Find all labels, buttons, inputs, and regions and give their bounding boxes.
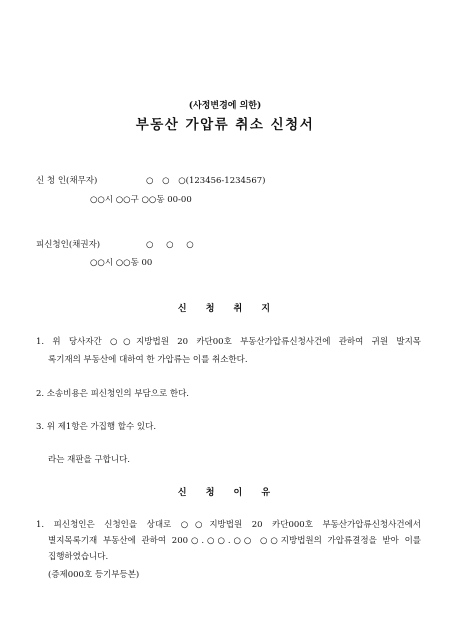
- document-title: 부동산 가압류 취소 신청서: [135, 117, 315, 133]
- applicant-address: ○○시 ○○구 ○○동 00-00: [90, 195, 192, 205]
- reasons-item1-line1: 1. 피신청인은 신청인을 상대로 ○○지방법원 20 카단000호 부동산가압류신청사건에서: [36, 520, 421, 530]
- purpose-item1-line1: 1. 위 당사자간 ○○지방법원 20 카단00호 부동산가압류신청사건에 관하여 귀원 발지목: [36, 337, 421, 347]
- purpose-item3: 3. 위 제1항은 가집행 할수 있다.: [36, 422, 157, 432]
- purpose-item2: 2. 소송비용은 피신청인의 부담으로 한다.: [36, 389, 189, 399]
- reasons-heading: 신 청 이 유: [177, 488, 273, 498]
- applicant-label: 신 청 인(채무자): [36, 176, 98, 186]
- purpose-item1-line2: 록기재의 부동산에 대하여 한 가압류는 이를 취소한다.: [48, 355, 248, 365]
- document-subtitle: (사정변경에 의한): [188, 101, 262, 111]
- applicant-name: ○ ○ ○(123456-1234567): [146, 176, 266, 186]
- reasons-item1-line2: 별지목록기재 부동산에 관하여 200○.○○.○○ ○○지방법원의 가압류결정을 받아 이를: [48, 536, 421, 546]
- purpose-heading: 신 청 취 지: [177, 304, 273, 314]
- respondent-address: ○○시 ○○동 00: [90, 258, 153, 268]
- respondent-name: ○ ○ ○: [146, 240, 194, 250]
- respondent-label: 피신청인(채권자): [36, 240, 101, 250]
- reasons-item1-line3: 집행하였습니다.: [48, 552, 109, 562]
- reasons-evidence: (증제000호 등기부등본): [48, 570, 140, 580]
- purpose-closing: 라는 재판을 구합니다.: [48, 455, 131, 465]
